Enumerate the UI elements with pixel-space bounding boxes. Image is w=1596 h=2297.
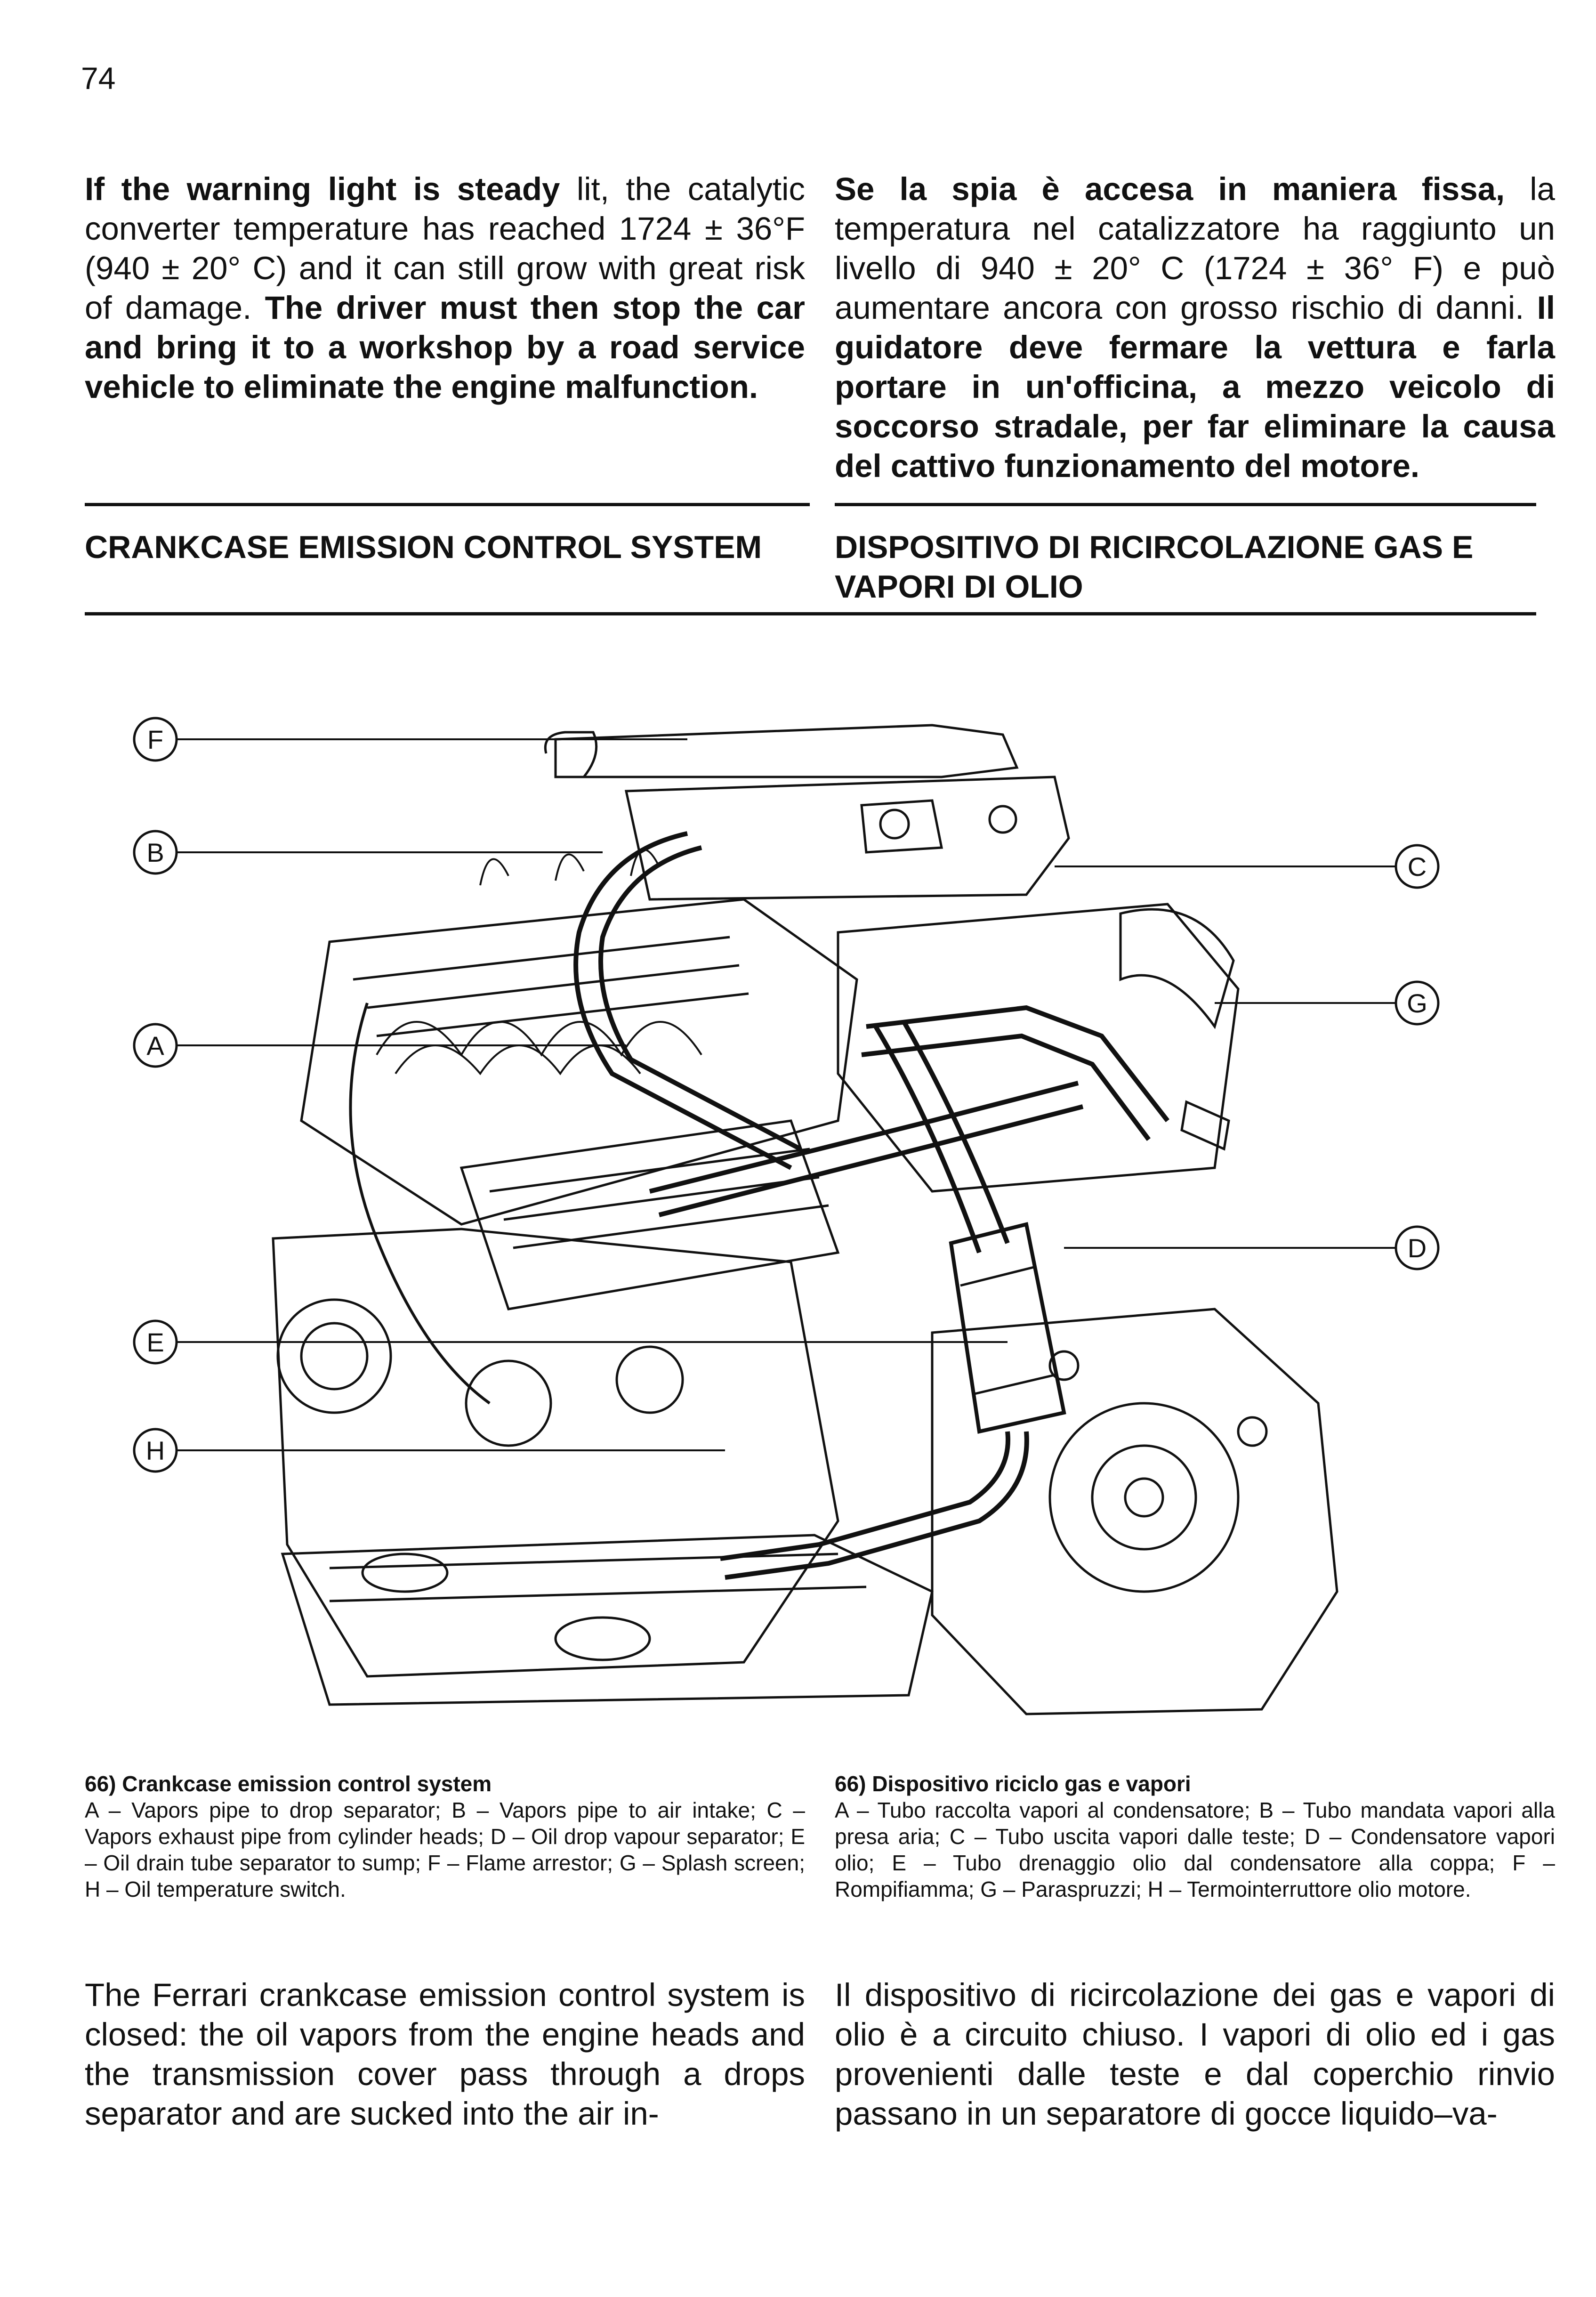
body-en: The Ferrari crankcase emission control system is closed: the oil vapors from the engine heads and the transmission cover pass through a drops separator and are sucked into the air in- xyxy=(85,1977,805,2132)
callout-C: C xyxy=(1407,852,1427,882)
rule-top-right xyxy=(835,503,1536,506)
intro-it-bold1: Se la spia è accesa in maniera fissa, xyxy=(835,171,1505,207)
page-number: 74 xyxy=(81,61,116,96)
caption-en-title: 66) Crankcase emission control system xyxy=(85,1771,492,1796)
intro-it xyxy=(835,170,1555,486)
caption-it-text: A – Tubo raccolta vapori al condensatore; B – Tubo mandata vapori alla presa aria; C – Tubo uscita vapori dalle teste; D – Condensatore vapori olio; E – Tubo drenaggio olio dal condensatore alla coppa; F – Rompifiamma; G – Paraspruzzi; H – Termointerruttore olio motore. xyxy=(835,1798,1555,1901)
callout-E: E xyxy=(146,1327,164,1357)
intro-en-bold2: The driver must then stop the car and bring it to a workshop by a road service vehicle to eliminate the engine malfunction. xyxy=(85,290,805,405)
caption-it xyxy=(835,1771,1555,1902)
callout-A: A xyxy=(146,1031,164,1060)
engine-drawing xyxy=(273,725,1337,1714)
callout-B: B xyxy=(146,838,164,867)
callout-D: D xyxy=(1407,1233,1427,1263)
caption-en-text: A – Vapors pipe to drop separator; B – Vapors pipe to air intake; C – Vapors exhaust pipe from cylinder heads; D – Oil drop vapour separator; E – Oil drain tube separator to sump; F – Flame arrestor; G – Splash screen; H – Oil temperature switch. xyxy=(85,1798,805,1901)
intro-it-text1: la temperatura nel catalizzatore ha raggiunto un livello di 940 ± 20° C (1724 ± 36° F) e può aumentare ancora con grosso rischio di danni. xyxy=(835,171,1556,326)
heading-en: CRANKCASE EMISSION CONTROL SYSTEM xyxy=(85,529,762,565)
callout-F: F xyxy=(147,725,164,754)
rule-bottom xyxy=(85,612,1536,615)
intro-en-text1: lit, the catalytic converter temperature has reached 1724 ± 36°F (940 ± 20° C) and it can still grow with great risk of damage. xyxy=(85,171,805,326)
heading-it: DISPOSITIVO DI RICIRCOLAZIONE GAS E VAPORI DI OLIO xyxy=(835,529,1474,605)
rule-top-left xyxy=(85,503,810,506)
callout-H: H xyxy=(145,1436,165,1465)
engine-diagram xyxy=(132,697,1488,1723)
body-it: Il dispositivo di ricircolazione dei gas e vapori di olio è a circuito chiuso. I vapori di olio ed i gas provenienti dalle teste e dal coperchio rinvio passano in un separatore di gocce liquido–va- xyxy=(835,1977,1555,2132)
intro-en xyxy=(85,170,805,407)
caption-it-title: 66) Dispositivo riciclo gas e vapori xyxy=(835,1771,1191,1796)
callout-G: G xyxy=(1407,988,1427,1018)
intro-en-bold1: If the warning light is steady xyxy=(85,171,560,207)
intro-it-bold2: Il guidatore deve fermare la vettura e farla portare in un'officina, a mezzo veicolo di soccorso stradale, per far eliminare la causa del cattivo funzionamento del motore. xyxy=(835,290,1555,484)
caption-en xyxy=(85,1771,805,1902)
